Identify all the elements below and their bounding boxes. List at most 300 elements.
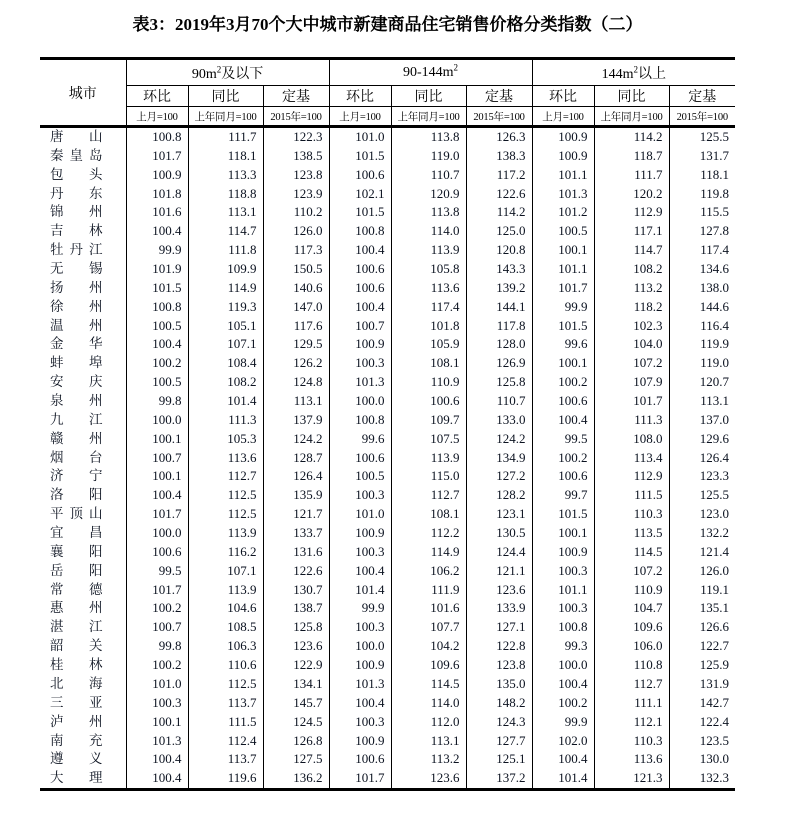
value-cell: 118.2 <box>594 298 669 317</box>
value-cell: 101.1 <box>532 581 594 600</box>
city-cell: 湛江 <box>50 619 103 635</box>
value-cell: 113.2 <box>594 279 669 298</box>
value-cell: 112.5 <box>188 486 263 505</box>
value-cell: 118.1 <box>188 147 263 166</box>
value-cell: 100.4 <box>532 411 594 430</box>
value-cell: 100.6 <box>532 467 594 486</box>
value-cell: 113.1 <box>188 203 263 222</box>
value-cell: 99.6 <box>329 430 391 449</box>
value-cell: 105.9 <box>391 335 466 354</box>
city-cell: 丹东 <box>50 185 103 201</box>
value-cell: 115.0 <box>391 467 466 486</box>
price-index-table <box>40 57 735 791</box>
table-row <box>40 599 735 618</box>
value-cell: 113.3 <box>188 166 263 185</box>
value-cell: 100.1 <box>532 241 594 260</box>
value-cell: 100.9 <box>532 127 594 147</box>
city-cell: 泸州 <box>50 713 103 729</box>
table-body <box>40 127 735 790</box>
value-cell: 113.2 <box>391 750 466 769</box>
value-cell: 100.6 <box>329 279 391 298</box>
value-cell: 119.3 <box>188 298 263 317</box>
table-row <box>40 675 735 694</box>
value-cell: 105.1 <box>188 317 263 336</box>
value-cell: 107.1 <box>188 562 263 581</box>
value-cell: 126.9 <box>466 354 532 373</box>
value-cell: 128.0 <box>466 335 532 354</box>
table-row <box>40 317 735 336</box>
value-cell: 138.3 <box>466 147 532 166</box>
value-cell: 101.7 <box>126 147 188 166</box>
value-cell: 112.1 <box>594 713 669 732</box>
city-cell: 温州 <box>50 317 103 333</box>
city-cell: 韶关 <box>50 638 103 654</box>
value-cell: 145.7 <box>263 694 329 713</box>
value-cell: 101.5 <box>532 317 594 336</box>
table-row <box>40 637 735 656</box>
table-row <box>40 543 735 562</box>
city-cell: 桂林 <box>50 657 103 673</box>
value-cell: 113.6 <box>188 449 263 468</box>
value-cell: 127.5 <box>263 750 329 769</box>
value-cell: 140.6 <box>263 279 329 298</box>
city-cell: 锦州 <box>50 204 103 220</box>
value-cell: 100.4 <box>329 562 391 581</box>
value-cell: 101.8 <box>391 317 466 336</box>
value-cell: 112.9 <box>594 203 669 222</box>
table-row <box>40 298 735 317</box>
value-cell: 106.2 <box>391 562 466 581</box>
value-cell: 100.8 <box>329 222 391 241</box>
value-cell: 113.9 <box>188 581 263 600</box>
city-column-header: 城市 <box>40 59 126 127</box>
value-cell: 101.6 <box>391 599 466 618</box>
value-cell: 126.0 <box>669 562 735 581</box>
value-cell: 101.5 <box>329 147 391 166</box>
value-cell: 101.7 <box>126 505 188 524</box>
city-cell: 扬州 <box>50 279 103 295</box>
value-cell: 114.9 <box>391 543 466 562</box>
value-cell: 100.0 <box>126 524 188 543</box>
value-cell: 117.4 <box>391 298 466 317</box>
value-cell: 113.9 <box>391 449 466 468</box>
value-cell: 100.2 <box>126 354 188 373</box>
table-row <box>40 430 735 449</box>
value-cell: 100.5 <box>532 222 594 241</box>
table-row <box>40 486 735 505</box>
value-cell: 124.2 <box>263 430 329 449</box>
city-cell: 惠州 <box>50 600 103 616</box>
value-cell: 120.7 <box>669 373 735 392</box>
value-cell: 100.6 <box>126 543 188 562</box>
value-cell: 100.9 <box>532 147 594 166</box>
value-cell: 100.4 <box>126 486 188 505</box>
value-cell: 131.6 <box>263 543 329 562</box>
table-row <box>40 166 735 185</box>
value-cell: 100.4 <box>126 222 188 241</box>
value-cell: 119.1 <box>669 581 735 600</box>
value-cell: 144.6 <box>669 298 735 317</box>
table-row <box>40 203 735 222</box>
value-cell: 113.8 <box>391 203 466 222</box>
value-cell: 124.2 <box>466 430 532 449</box>
value-cell: 100.4 <box>126 769 188 789</box>
value-cell: 100.6 <box>329 166 391 185</box>
group-header-144-above <box>532 59 735 86</box>
value-cell: 102.1 <box>329 185 391 204</box>
base-header-row <box>40 107 735 127</box>
value-cell: 100.2 <box>126 599 188 618</box>
metric-header-fixed-base: 定基 <box>263 86 329 107</box>
city-cell: 九江 <box>50 411 103 427</box>
table-row <box>40 127 735 147</box>
table-row <box>40 750 735 769</box>
value-cell: 100.2 <box>532 373 594 392</box>
value-cell: 100.3 <box>329 486 391 505</box>
value-cell: 100.4 <box>532 750 594 769</box>
value-cell: 114.0 <box>391 222 466 241</box>
city-cell: 牡丹江 <box>50 242 103 258</box>
value-cell: 100.5 <box>126 317 188 336</box>
value-cell: 143.3 <box>466 260 532 279</box>
value-cell: 104.2 <box>391 637 466 656</box>
value-cell: 124.8 <box>263 373 329 392</box>
value-cell: 125.8 <box>263 618 329 637</box>
value-cell: 110.8 <box>594 656 669 675</box>
value-cell: 139.2 <box>466 279 532 298</box>
value-cell: 99.8 <box>126 392 188 411</box>
value-cell: 121.4 <box>669 543 735 562</box>
value-cell: 112.2 <box>391 524 466 543</box>
value-cell: 133.0 <box>466 411 532 430</box>
city-cell: 赣州 <box>50 430 103 446</box>
metric-header-mom: 环比 <box>532 86 594 107</box>
value-cell: 137.9 <box>263 411 329 430</box>
value-cell: 130.7 <box>263 581 329 600</box>
value-cell: 113.6 <box>594 750 669 769</box>
value-cell: 134.1 <box>263 675 329 694</box>
value-cell: 111.1 <box>594 694 669 713</box>
value-cell: 99.9 <box>329 599 391 618</box>
value-cell: 100.0 <box>329 637 391 656</box>
value-cell: 113.8 <box>391 127 466 147</box>
value-cell: 112.7 <box>391 486 466 505</box>
table-row <box>40 260 735 279</box>
value-cell: 127.1 <box>466 618 532 637</box>
page-title: 表3：2019年3月70个大中城市新建商品住宅销售价格分类指数（二） <box>132 15 643 34</box>
value-cell: 101.9 <box>126 260 188 279</box>
table-row <box>40 449 735 468</box>
table-row <box>40 185 735 204</box>
value-cell: 130.0 <box>669 750 735 769</box>
value-cell: 122.8 <box>466 637 532 656</box>
value-cell: 101.3 <box>126 732 188 751</box>
value-cell: 100.3 <box>532 562 594 581</box>
group-header-90-and-below <box>126 59 329 86</box>
value-cell: 133.9 <box>466 599 532 618</box>
city-cell: 烟台 <box>50 449 103 465</box>
value-cell: 99.5 <box>126 562 188 581</box>
table-row <box>40 392 735 411</box>
value-cell: 100.8 <box>532 618 594 637</box>
value-cell: 101.6 <box>126 203 188 222</box>
value-cell: 113.1 <box>391 732 466 751</box>
metric-header-yoy: 同比 <box>188 86 263 107</box>
value-cell: 100.3 <box>329 618 391 637</box>
value-cell: 111.5 <box>594 486 669 505</box>
value-cell: 114.5 <box>391 675 466 694</box>
value-cell: 114.7 <box>188 222 263 241</box>
value-cell: 100.5 <box>126 373 188 392</box>
value-cell: 99.8 <box>126 637 188 656</box>
value-cell: 110.2 <box>263 203 329 222</box>
superscript: 2 <box>216 63 222 74</box>
superscript: 2 <box>453 61 459 72</box>
value-cell: 138.5 <box>263 147 329 166</box>
value-cell: 123.9 <box>263 185 329 204</box>
city-cell: 蚌埠 <box>50 355 103 371</box>
base-header-prev-year: 上年同月=100 <box>594 107 669 127</box>
metric-header-mom: 环比 <box>329 86 391 107</box>
city-cell: 济宁 <box>50 468 103 484</box>
value-cell: 117.6 <box>263 317 329 336</box>
table-row <box>40 524 735 543</box>
table-row <box>40 694 735 713</box>
value-cell: 100.6 <box>329 449 391 468</box>
value-cell: 100.4 <box>329 694 391 713</box>
value-cell: 112.5 <box>188 675 263 694</box>
value-cell: 100.1 <box>126 467 188 486</box>
value-cell: 125.8 <box>466 373 532 392</box>
value-cell: 112.5 <box>188 505 263 524</box>
value-cell: 117.1 <box>594 222 669 241</box>
table-row <box>40 241 735 260</box>
value-cell: 100.4 <box>126 750 188 769</box>
value-cell: 108.4 <box>188 354 263 373</box>
value-cell: 101.5 <box>329 203 391 222</box>
table-row <box>40 618 735 637</box>
metric-header-yoy: 同比 <box>594 86 669 107</box>
value-cell: 126.6 <box>669 618 735 637</box>
value-cell: 100.9 <box>329 656 391 675</box>
value-cell: 109.9 <box>188 260 263 279</box>
value-cell: 104.0 <box>594 335 669 354</box>
value-cell: 100.3 <box>329 354 391 373</box>
table-row <box>40 373 735 392</box>
city-cell: 泉州 <box>50 393 103 409</box>
value-cell: 100.5 <box>329 467 391 486</box>
value-cell: 107.7 <box>391 618 466 637</box>
city-cell: 唐山 <box>50 129 103 144</box>
group-label-text: 以上 <box>637 66 666 82</box>
value-cell: 100.4 <box>329 241 391 260</box>
table-row <box>40 147 735 166</box>
group-label-text: 90m <box>191 66 217 82</box>
value-cell: 115.5 <box>669 203 735 222</box>
value-cell: 133.7 <box>263 524 329 543</box>
value-cell: 101.5 <box>532 505 594 524</box>
value-cell: 123.6 <box>466 581 532 600</box>
value-cell: 128.7 <box>263 449 329 468</box>
group-header-90-144 <box>329 59 532 86</box>
city-cell: 襄阳 <box>50 543 103 559</box>
value-cell: 117.4 <box>669 241 735 260</box>
value-cell: 101.8 <box>126 185 188 204</box>
value-cell: 109.6 <box>594 618 669 637</box>
value-cell: 124.3 <box>466 713 532 732</box>
value-cell: 150.5 <box>263 260 329 279</box>
value-cell: 135.0 <box>466 675 532 694</box>
value-cell: 123.8 <box>466 656 532 675</box>
value-cell: 101.7 <box>126 581 188 600</box>
value-cell: 138.0 <box>669 279 735 298</box>
metric-header-yoy: 同比 <box>391 86 466 107</box>
value-cell: 100.7 <box>329 317 391 336</box>
value-cell: 119.0 <box>391 147 466 166</box>
value-cell: 118.8 <box>188 185 263 204</box>
value-cell: 100.7 <box>126 449 188 468</box>
value-cell: 99.6 <box>532 335 594 354</box>
value-cell: 111.7 <box>188 127 263 147</box>
value-cell: 100.7 <box>126 618 188 637</box>
value-cell: 144.1 <box>466 298 532 317</box>
value-cell: 109.6 <box>391 656 466 675</box>
value-cell: 118.1 <box>669 166 735 185</box>
city-cell: 遵义 <box>50 751 103 767</box>
value-cell: 123.1 <box>466 505 532 524</box>
city-cell: 岳阳 <box>50 562 103 578</box>
value-cell: 100.9 <box>532 543 594 562</box>
value-cell: 122.9 <box>263 656 329 675</box>
value-cell: 121.7 <box>263 505 329 524</box>
value-cell: 104.7 <box>594 599 669 618</box>
value-cell: 100.3 <box>329 713 391 732</box>
value-cell: 100.6 <box>391 392 466 411</box>
value-cell: 100.2 <box>126 656 188 675</box>
value-cell: 101.4 <box>532 769 594 789</box>
value-cell: 120.9 <box>391 185 466 204</box>
value-cell: 138.7 <box>263 599 329 618</box>
table-row <box>40 354 735 373</box>
value-cell: 124.5 <box>263 713 329 732</box>
value-cell: 110.9 <box>391 373 466 392</box>
value-cell: 118.7 <box>594 147 669 166</box>
value-cell: 113.4 <box>594 449 669 468</box>
value-cell: 106.3 <box>188 637 263 656</box>
value-cell: 100.4 <box>126 335 188 354</box>
value-cell: 114.2 <box>594 127 669 147</box>
value-cell: 134.6 <box>669 260 735 279</box>
table-row <box>40 713 735 732</box>
value-cell: 100.1 <box>532 354 594 373</box>
city-cell: 三亚 <box>50 694 103 710</box>
table-row <box>40 279 735 298</box>
city-cell: 无锡 <box>50 261 103 277</box>
value-cell: 119.0 <box>669 354 735 373</box>
value-cell: 126.3 <box>466 127 532 147</box>
group-label-text: 144m <box>601 66 634 82</box>
value-cell: 99.7 <box>532 486 594 505</box>
value-cell: 113.5 <box>594 524 669 543</box>
value-cell: 147.0 <box>263 298 329 317</box>
table-head <box>40 59 735 127</box>
value-cell: 111.3 <box>188 411 263 430</box>
base-header-2015: 2015年=100 <box>669 107 735 127</box>
value-cell: 114.7 <box>594 241 669 260</box>
value-cell: 128.2 <box>466 486 532 505</box>
base-header-prev-month: 上月=100 <box>532 107 594 127</box>
value-cell: 100.4 <box>329 298 391 317</box>
value-cell: 100.1 <box>126 430 188 449</box>
value-cell: 100.0 <box>126 411 188 430</box>
value-cell: 108.0 <box>594 430 669 449</box>
value-cell: 112.7 <box>188 467 263 486</box>
base-header-prev-year: 上年同月=100 <box>391 107 466 127</box>
superscript: 2 <box>633 63 638 74</box>
city-cell: 北海 <box>50 675 103 691</box>
value-cell: 100.6 <box>532 392 594 411</box>
value-cell: 121.1 <box>466 562 532 581</box>
value-cell: 123.8 <box>263 166 329 185</box>
value-cell: 114.5 <box>594 543 669 562</box>
table-row <box>40 769 735 789</box>
value-cell: 123.6 <box>391 769 466 789</box>
value-cell: 101.5 <box>126 279 188 298</box>
city-cell: 常德 <box>50 581 103 597</box>
value-cell: 110.7 <box>466 392 532 411</box>
value-cell: 101.7 <box>594 392 669 411</box>
value-cell: 100.4 <box>532 675 594 694</box>
value-cell: 100.3 <box>532 599 594 618</box>
table-row <box>40 656 735 675</box>
value-cell: 100.9 <box>329 732 391 751</box>
value-cell: 99.9 <box>532 298 594 317</box>
value-cell: 113.1 <box>669 392 735 411</box>
value-cell: 123.3 <box>669 467 735 486</box>
value-cell: 112.9 <box>594 467 669 486</box>
value-cell: 108.2 <box>188 373 263 392</box>
value-cell: 101.1 <box>532 166 594 185</box>
base-header-prev-month: 上月=100 <box>329 107 391 127</box>
value-cell: 121.3 <box>594 769 669 789</box>
value-cell: 126.0 <box>263 222 329 241</box>
value-cell: 137.2 <box>466 769 532 789</box>
city-cell: 平顶山 <box>50 506 103 522</box>
value-cell: 101.4 <box>188 392 263 411</box>
value-cell: 112.4 <box>188 732 263 751</box>
value-cell: 101.1 <box>532 260 594 279</box>
base-header-prev-month: 上月=100 <box>126 107 188 127</box>
metric-header-mom: 环比 <box>126 86 188 107</box>
city-cell: 安庆 <box>50 374 103 390</box>
value-cell: 102.0 <box>532 732 594 751</box>
value-cell: 112.0 <box>391 713 466 732</box>
value-cell: 100.9 <box>126 166 188 185</box>
metric-header-fixed-base: 定基 <box>669 86 735 107</box>
value-cell: 125.1 <box>466 750 532 769</box>
value-cell: 100.2 <box>532 449 594 468</box>
value-cell: 117.3 <box>263 241 329 260</box>
value-cell: 132.2 <box>669 524 735 543</box>
value-cell: 100.6 <box>329 750 391 769</box>
group-label-text: 及以下 <box>221 66 264 82</box>
value-cell: 100.1 <box>532 524 594 543</box>
value-cell: 100.2 <box>532 694 594 713</box>
city-cell: 洛阳 <box>50 487 103 503</box>
value-cell: 101.0 <box>329 505 391 524</box>
value-cell: 112.7 <box>594 675 669 694</box>
value-cell: 110.3 <box>594 732 669 751</box>
